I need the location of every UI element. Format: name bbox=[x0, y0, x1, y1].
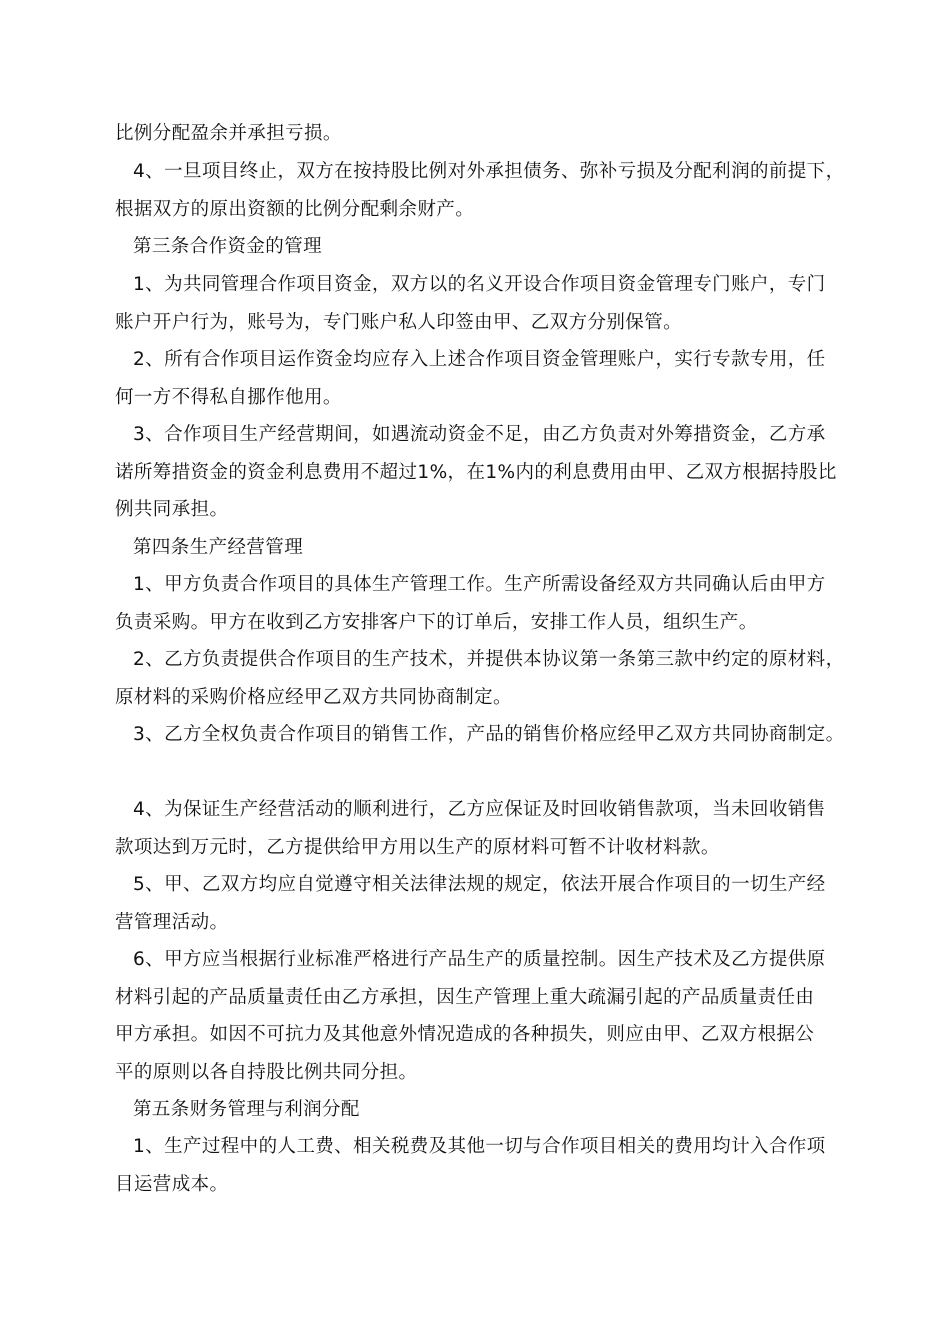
text-line: 款项达到万元时，乙方提供给甲方用以生产的原材料可暂不计收材料款。 bbox=[115, 836, 720, 858]
section-heading: 第五条财务管理与利润分配 bbox=[133, 1099, 360, 1120]
text-line: 营管理活动。 bbox=[115, 911, 229, 933]
paragraph bbox=[115, 566, 837, 641]
text-line: 1、生产过程中的人工费、相关税费及其他一切与合作项目相关的费用均计入合作项 bbox=[133, 1136, 826, 1157]
text-line: 诺所筹措资金的资金利息费用不超过1%，在1%内的利息费用由甲、乙双方根据持股比 bbox=[115, 461, 837, 483]
text-line: 材料引起的产品质量责任由乙方承担，因生产管理上重大疏漏引起的产品质量责任由 bbox=[115, 986, 815, 1008]
paragraph bbox=[115, 341, 837, 416]
section-heading: 第三条合作资金的管理 bbox=[133, 236, 323, 257]
text-line: 5、甲、乙双方均应自觉遵守相关法律法规的规定，依法开展合作项目的一切生产经 bbox=[133, 874, 826, 895]
paragraph bbox=[115, 641, 845, 716]
paragraph bbox=[115, 115, 837, 153]
text-line: 6、甲方应当根据行业标准严格进行产品生产的质量控制。因生产技术及乙方提供原 bbox=[133, 949, 826, 970]
text-line: 例共同承担。 bbox=[115, 499, 229, 520]
text-line: 1、甲方负责合作项目的具体生产管理工作。生产所需设备经双方共同确认后由甲方 bbox=[133, 574, 826, 595]
text-line: 3、乙方全权负责合作项目的销售工作，产品的销售价格应经甲乙双方共同协商制定。 bbox=[133, 724, 845, 745]
text-line: 账户开户行为，账号为，专门账户私人印签由甲、乙双方分别保管。 bbox=[115, 311, 683, 333]
text-line: 1、为共同管理合作项目资金，双方以的名义开设合作项目资金管理专门账户，专门 bbox=[133, 274, 826, 295]
text-line: 2、乙方负责提供合作项目的生产技术，并提供本协议第一条第三款中约定的原材料， bbox=[133, 649, 845, 670]
text-line: 甲方承担。如因不可抗力及其他意外情况造成的各种损失，则应由甲、乙双方根据公 bbox=[115, 1024, 815, 1045]
text-line: 4、一旦项目终止，双方在按持股比例对外承担债务、弥补亏损及分配利润的前提下， bbox=[133, 161, 845, 182]
text-line: 根据双方的原出资额的比例分配剩余财产。 bbox=[115, 198, 475, 220]
paragraph bbox=[115, 791, 837, 866]
paragraph bbox=[115, 866, 837, 941]
text-line: 2、所有合作项目运作资金均应存入上述合作项目资金管理账户，实行专款专用，任 bbox=[133, 349, 826, 370]
paragraph bbox=[115, 716, 845, 754]
text-line: 4、为保证生产经营活动的顺利进行，乙方应保证及时回收销售款项，当未回收销售 bbox=[133, 799, 826, 820]
paragraph bbox=[115, 416, 837, 529]
paragraph bbox=[115, 1128, 837, 1203]
text-line: 目运营成本。 bbox=[115, 1173, 229, 1195]
text-line: 平的原则以各自持股比例共同分担。 bbox=[115, 1061, 418, 1083]
text-line: 原材料的采购价格应经甲乙双方共同协商制定。 bbox=[115, 686, 512, 708]
text-line: 3、合作项目生产经营期间，如遇流动资金不足，由乙方负责对外筹措资金，乙方承 bbox=[133, 424, 826, 445]
text-line: 比例分配盈余并承担亏损。 bbox=[115, 123, 342, 144]
paragraph bbox=[115, 153, 845, 228]
paragraph bbox=[115, 941, 837, 1091]
paragraph bbox=[115, 266, 837, 341]
section-heading: 第四条生产经营管理 bbox=[133, 537, 304, 558]
text-line: 负责采购。甲方在收到乙方安排客户下的订单后，安排工作人员，组织生产。 bbox=[115, 611, 758, 633]
text-line: 何一方不得私自挪作他用。 bbox=[115, 386, 342, 408]
